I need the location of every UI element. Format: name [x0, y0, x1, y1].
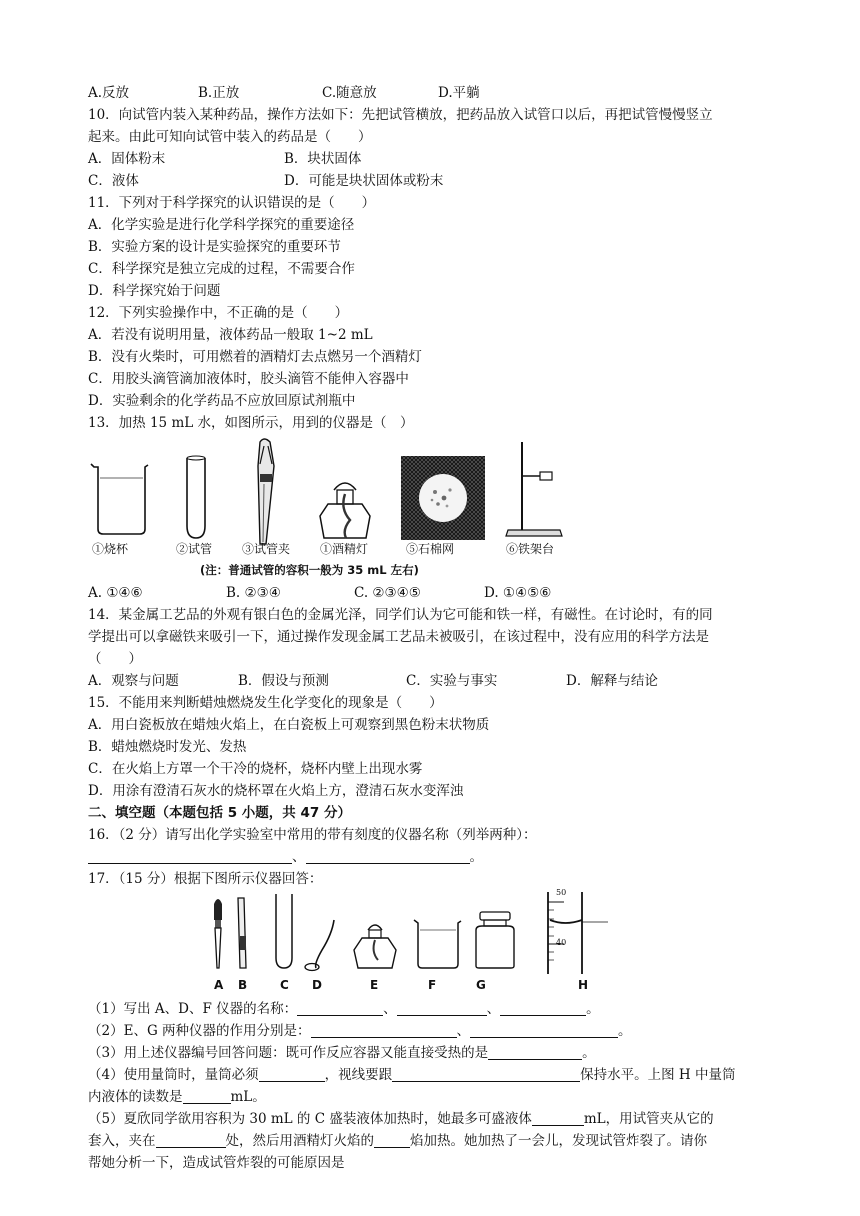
- separator: 、: [292, 849, 306, 865]
- label-f: F: [428, 978, 437, 992]
- q15-option-c: C．在火焰上方罩一个干冷的烧杯，烧杯内壁上出现水雾: [88, 761, 423, 777]
- answer-blank[interactable]: [259, 1067, 325, 1082]
- exam-page: [88, 82, 788, 1174]
- q17-stem: 17．（15 分）根据下图所示仪器回答：: [88, 871, 323, 887]
- part-text: 内液体的读数是: [88, 1089, 183, 1105]
- answer-blank[interactable]: [311, 1023, 457, 1038]
- option: C．液体: [88, 173, 139, 189]
- answer-blank[interactable]: [532, 1111, 584, 1126]
- tube-clamp-label: ③试管夹: [242, 542, 291, 556]
- part-text: 处，然后用酒精灯火焰的: [225, 1133, 374, 1149]
- option: A. ①④⑥: [88, 585, 143, 601]
- period: 。: [618, 1023, 632, 1039]
- option: A．观察与问题: [88, 673, 179, 689]
- period: 。: [582, 1045, 596, 1061]
- q15-option-a: A．用白瓷板放在蜡烛火焰上，在白瓷板上可观察到黑色粉末状物质: [88, 717, 490, 733]
- q17-part2: [88, 1020, 788, 1042]
- answer-blank[interactable]: [374, 1133, 410, 1148]
- option: A.反放: [88, 85, 130, 101]
- option: D．可能是块状固体或粉末: [284, 173, 444, 189]
- part-text: （1）写出 A、D、F 仪器的名称：: [88, 1001, 298, 1017]
- iron-stand-label: ⑥铁架台: [506, 542, 555, 556]
- part-text: mL。: [230, 1089, 266, 1105]
- q11-option-a: A．化学实验是进行化学科学探究的重要途径: [88, 217, 355, 233]
- q14-stem-cont: 学提出可以拿磁铁来吸引一下，通过操作发现金属工艺品未被吸引，在该过程中，没有应用的科学方法是: [88, 629, 709, 645]
- q14-stem-paren: （ ）: [88, 651, 142, 667]
- alcohol-lamp-label: ①酒精灯: [320, 542, 369, 556]
- q11-option-b: B．实验方案的设计是实验探究的重要环节: [88, 239, 341, 255]
- q17-part4-cont: [88, 1086, 788, 1108]
- q10-options-row1: [88, 148, 788, 170]
- option: B.正放: [198, 85, 240, 101]
- part-text: （2）E、G 两种仪器的作用分别是：: [88, 1023, 311, 1039]
- option: B．假设与预测: [238, 673, 329, 689]
- separator: 、: [383, 1001, 397, 1017]
- q15-option-d: D．用涂有澄清石灰水的烧杯罩在火焰上方，澄清石灰水变浑浊: [88, 783, 464, 799]
- asbestos-gauze-label: ⑤石棉网: [406, 542, 455, 556]
- q12-option-a: A．若没有说明用量，液体药品一般取 1~2 mL: [88, 327, 373, 343]
- part-text: 保持水平。上图 H 中量筒: [580, 1067, 736, 1083]
- label-a: A: [214, 978, 224, 992]
- q13-figure: [88, 434, 788, 582]
- q12-stem: 12．下列实验操作中，不正确的是（ ）: [88, 305, 349, 321]
- q11-option-d: D．科学探究始于问题: [88, 283, 221, 299]
- q17-part5-cont: [88, 1130, 788, 1152]
- q10-stem: 10．向试管内装入某种药品，操作方法如下：先把试管横放，把药品放入试管口以后，再把试管慢慢竖立: [88, 107, 713, 123]
- answer-blank[interactable]: [500, 1001, 586, 1016]
- answer-blank[interactable]: [88, 849, 292, 864]
- separator: 、: [486, 1001, 501, 1017]
- q15-stem: 15．不能用来判断蜡烛燃烧发生化学变化的现象是（ ）: [88, 695, 443, 711]
- q17-part3: [88, 1042, 788, 1064]
- q10-stem-cont: 起来。由此可知向试管中装入的药品是（ ）: [88, 129, 372, 145]
- label-e: E: [370, 978, 379, 992]
- period: 。: [469, 849, 483, 865]
- q12-option-b: B．没有火柴时，可用燃着的酒精灯去点燃另一个酒精灯: [88, 349, 422, 365]
- q12-option-c: C．用胶头滴管滴加液体时，胶头滴管不能伸入容器中: [88, 371, 409, 387]
- option: C.随意放: [322, 85, 377, 101]
- test-tube-label: ②试管: [176, 542, 213, 556]
- q13-stem: 13．加热 15 mL 水，如图所示，用到的仪器是（ ）: [88, 415, 414, 431]
- part-text: 焰加热。她加热了一会儿，发现试管炸裂了。请你: [410, 1133, 707, 1149]
- q14-stem: 14．某金属工艺品的外观有银白色的金属光泽，同学们认为它可能和铁一样，有磁性。在讨论时，有的同: [88, 607, 713, 623]
- part-text: （5）夏欣同学欲用容积为 30 mL 的 C 盛装液体加热时，她最多可盛液体: [88, 1111, 532, 1127]
- q16-answers: [88, 846, 788, 868]
- q11-stem: 11．下列对于科学探究的认识错误的是（ ）: [88, 195, 376, 211]
- q17-figure: [88, 890, 788, 998]
- q17-part1: [88, 998, 788, 1020]
- instruments-drawing: [88, 890, 608, 998]
- section-heading: 二、填空题（本题包括 5 小题，共 47 分）: [88, 805, 351, 821]
- part-text: mL，用试管夹从它的: [583, 1111, 714, 1127]
- q11-option-c: C．科学探究是独立完成的过程，不需要合作: [88, 261, 355, 277]
- part-text: 套入，夹在: [88, 1133, 156, 1149]
- option: D．解释与结论: [566, 673, 658, 689]
- scale-40: 40: [556, 938, 567, 947]
- answer-blank[interactable]: [156, 1133, 226, 1148]
- answer-blank[interactable]: [397, 1001, 487, 1016]
- option: C. ②③④⑤: [354, 585, 421, 601]
- scale-50: 50: [556, 888, 567, 897]
- answer-blank[interactable]: [306, 849, 470, 864]
- label-b: B: [238, 978, 248, 992]
- label-g: G: [476, 978, 486, 992]
- period: 。: [586, 1001, 600, 1017]
- answer-blank[interactable]: [470, 1023, 618, 1038]
- part-text: （4）使用量筒时，量筒必须: [88, 1067, 259, 1083]
- q14-options: [88, 670, 788, 692]
- option: D. ①④⑤⑥: [484, 585, 552, 601]
- q12-option-d: D．实验剩余的化学药品不应放回原试剂瓶中: [88, 393, 356, 409]
- q10-options-row2: [88, 170, 788, 192]
- answer-blank[interactable]: [297, 1001, 383, 1016]
- beaker-label: ①烧杯: [92, 542, 129, 556]
- option: B. ②③④: [226, 585, 281, 601]
- part-text: ，视线要跟: [324, 1067, 393, 1083]
- option: A．固体粉末: [88, 151, 166, 167]
- separator: 、: [456, 1023, 471, 1039]
- figure-note: (注：普通试管的容积一般为 35 mL 左右): [200, 563, 419, 577]
- q9-options: [88, 82, 788, 104]
- label-c: C: [280, 978, 289, 992]
- option: D.平躺: [438, 85, 480, 101]
- q17-part5-end: 帮她分析一下，造成试管炸裂的可能原因是: [88, 1155, 345, 1171]
- q17-part5: [88, 1108, 788, 1130]
- q16-stem: 16．（2 分）请写出化学实验室中常用的带有刻度的仪器名称（列举两种）：: [88, 827, 537, 843]
- part-text: （3）用上述仪器编号回答问题：既可作反应容器又能直接受热的是: [88, 1045, 489, 1061]
- answer-blank[interactable]: [183, 1089, 231, 1104]
- answer-blank[interactable]: [392, 1067, 580, 1082]
- option: C．实验与事实: [406, 673, 498, 689]
- label-d: D: [312, 978, 322, 992]
- option: B．块状固体: [284, 151, 362, 167]
- answer-blank[interactable]: [488, 1045, 582, 1060]
- q17-part4: [88, 1064, 788, 1086]
- apparatus-drawing: [88, 434, 568, 582]
- label-h: H: [578, 978, 589, 992]
- q15-option-b: B．蜡烛燃烧时发光、发热: [88, 739, 247, 755]
- q13-options: [88, 582, 788, 604]
